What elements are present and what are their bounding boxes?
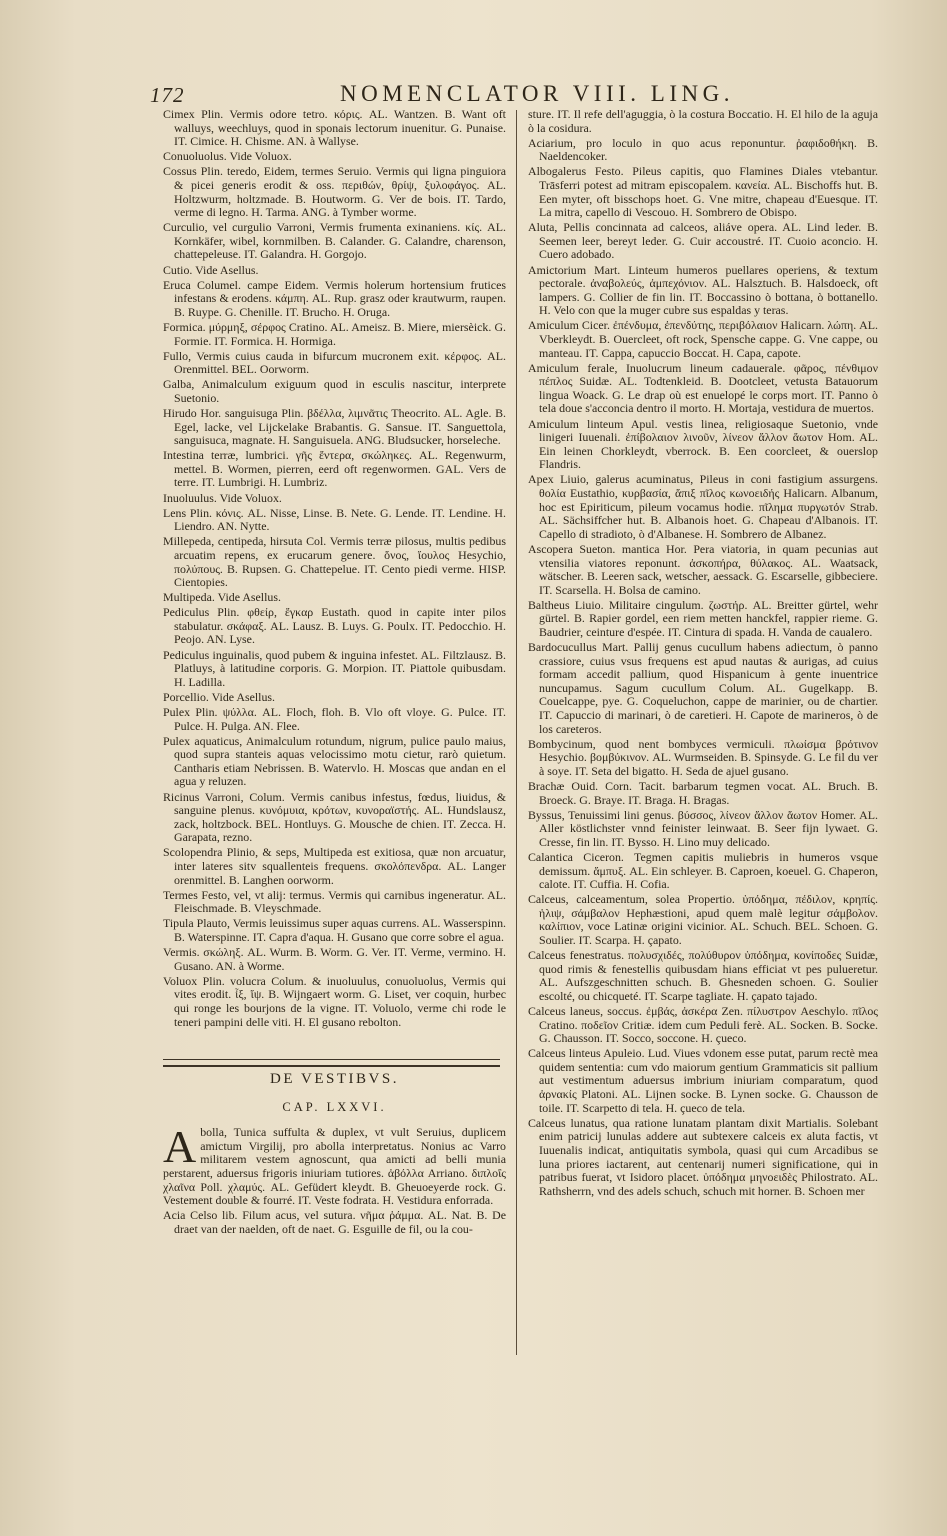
dictionary-entry: Bombycinum, quod nent bombyces vermiculi. πλωίσμα βρότινον Hesychio. βομβύκινον. AL. Wurmseiden. B. Spinsyde. G. Le fil du ver à soye. IT. Seta del bigatto. H. Seda de ajuel gusano. bbox=[528, 736, 878, 778]
dictionary-entry: Calceus laneus, soccus. ἐμβάς, ἀσκέρα Zen. πίλυστρον Aeschylo. πῖλος Cratino. ποδεῖον Critiæ. idem cum Peduli ferè. AL. Socken. B. Socke. G. Chausson. IT. Socco, soccone. H. çueco. bbox=[528, 1004, 878, 1046]
dictionary-entry: Voluox Plin. volucra Colum. & inuoluulus, conuoluolus, Vermis qui vites erodit. ἶξ, ἴψ. B. Wijngaert worm. G. Liset, ver coquin, hurbec qui ronge les bourjons de la vigne. IT. Voluolo, verme chi rode le teneri pampini delle viti. H. El gusano rebolton. bbox=[163, 973, 506, 1029]
page-number: 172 bbox=[150, 83, 185, 107]
drop-cap: A bbox=[163, 1121, 197, 1173]
dictionary-entry: Amiculum ferale, Inuolucrum lineum cadauerale. φᾶρος, πένθιμον πέπλος Suidæ. AL. Todtenkleid. B. Dootcleet, vetusta Batauorum lingua Woack. G. Le drap où est enuelopé le corps mort. IT. Panno ò tela doue s'acconcia dentro il morto. H. Mortaja, vestidura de muertos. bbox=[528, 360, 878, 416]
dictionary-entry: Termes Festo, vel, vt alij: termus. Vermis qui carnibus ingeneratur. AL. Fleischmade. B. Vleyschmade. bbox=[163, 887, 506, 916]
dictionary-entry: Baltheus Liuio. Militaire cingulum. ζωστήρ. AL. Breitter gürtel, wehr gürtel. B. Rapier gordel, een riem metten hanckfel, rappier rieme. G. Baudrier, ceinture d'espée. IT. Cintura di spada. H. Vanda de caualero. bbox=[528, 597, 878, 639]
dictionary-entry: Ascopera Sueton. mantica Hor. Pera viatoria, in quam pecunias aut vtensilia viatores reponunt. ἀσκοπήρα, θύλακος. AL. Waatsack, wätscher. B. Leeren sack, wetscher, aessack. G. Escarselle, gibbeciere. IT. Scarsella. H. Bolsa de camino. bbox=[528, 541, 878, 597]
dictionary-entry: Pulex Plin. ψύλλα. AL. Floch, floh. B. Vlo oft vloye. G. Pulce. IT. Pulce. H. Pulga. AN. Flee. bbox=[163, 704, 506, 733]
dictionary-entry: Amiculum Cicer. ἐπένδυμα, ἐπενδύτης, περιβόλαιον Halicarn. λώπη. AL. Vberkleydt. B. Ouercleet, oft rock, Spensche cappe. G. Vne cappe, ou manteau. IT. Cappa, capuccio Boccat. H. Capa, capote. bbox=[528, 318, 878, 360]
dictionary-entry: Byssus, Tenuissimi lini genus. βύσσος, λίνεον ἄλλον ἄωτον Homer. AL. Aller köstlichster vnnd feinister leinwaat. B. Seer fijn lywaet. G. Cresse, fin lin. IT. Bysso. H. Lino muy delicado. bbox=[528, 807, 878, 849]
dictionary-entry: Pediculus Plin. φθείρ, ἔγκαρ Eustath. quod in capite inter pilos stabulatur. σκάφαξ. AL. Lausz. B. Luys. G. Poulx. IT. Pedocchio. H. Peojo. AN. Lyse. bbox=[163, 605, 506, 647]
dictionary-entry: Aluta, Pellis concinnata ad calceos, aliáve opera. AL. Lind leder. B. Seemen leer, bereyt leder. G. Cuir accoustré. IT. Cuoio aconcio. H. Cuero adobado. bbox=[528, 220, 878, 262]
section-heading: DE VESTIBVS. bbox=[270, 1071, 399, 1088]
dictionary-entry: Hirudo Hor. sanguisuga Plin. βδέλλα, λιμνᾶτις Theocrito. AL. Agle. B. Egel, lacke, vel Lijckelake Brabantis. G. Sansue. IT. Sanguettola, sanguisuca, magnate. H. Sanguisuela. ANG. Bludsucker, horseleche. bbox=[163, 405, 506, 448]
dictionary-entry: Aciarium, pro loculo in quo acus reponuntur. ῥαφιδοθήκη. B. Naeldencoker. bbox=[528, 135, 878, 164]
page-header bbox=[150, 83, 895, 109]
dictionary-entry: Curculio, vel curgulio Varroni, Vermis frumenta exinaniens. κίς. AL. Kornkäfer, wibel, kornmilben. B. Calander. G. Calandre, charenson, chattepeleuse. IT. Galandra. H. Gorgojo. bbox=[163, 220, 506, 262]
dictionary-entry: Brachæ Ouid. Corn. Tacit. barbarum tegmen vocat. AL. Bruch. B. Broeck. G. Braye. IT. Braga. H. Bragas. bbox=[528, 779, 878, 807]
dictionary-entry: Millepeda, centipeda, hirsuta Col. Vermis terræ pilosus, multis pedibus arcuatim repens, ex erucarum genere. ὄνος, ἴουλος Hesychio, πολύπους. B. Rupsen. G. Chattepelue. IT. Cento piedi verme. HISP. Cientopies. bbox=[163, 534, 506, 590]
dictionary-entry: Cutio. Vide Asellus. bbox=[163, 262, 259, 277]
dictionary-entry: Amictorium Mart. Linteum humeros puellares operiens, & textum pectorale. ἀναβολεύς, ἀμπεχόνιον. AL. Halsztuch. B. Halsdoeck, oft lampers. G. Collier de fin lin. IT. Boccassino ò bottana, ò bottanello. H. Velo con que la muger cubre sus espaldas y teras. bbox=[528, 262, 878, 318]
dictionary-entry: Porcellio. Vide Asellus. bbox=[163, 689, 276, 704]
dictionary-entry: Intestina terræ, lumbrici. γῆς ἔντερα, σκώληκες. AL. Regenwurm, mettel. B. Wormen, pierren, eerd oft regenwormen. GAL. Vers de terre. IT. Lumbrigi. H. Lumbriz. bbox=[163, 448, 506, 490]
dictionary-entry: Pediculus inguinalis, quod pubem & inguina infestet. AL. Filtzlausz. B. Platluys, à latitudine corporis. G. Morpion. IT. Piattole quibusdam. H. Ladilla. bbox=[163, 647, 506, 689]
dictionary-entry: Cossus Plin. teredo, Eidem, termes Seruio. Vermis qui ligna pinguiora & picei generis erodit & oss. περιθών, θρίψ, ξυλοφάγος. AL. Holtzwurm, holtzmade. B. Houtworm. G. Ver de bois. IT. Tardo, verme di legno. H. Tarma. ANG. à Tymber worme. bbox=[163, 164, 506, 220]
dictionary-entry: Formica. μύρμηξ, σέρφος Cratino. AL. Ameisz. B. Miere, miersèick. G. Formie. IT. Formica. H. Hormiga. bbox=[163, 319, 506, 348]
final-entry: Acia Celso lib. Filum acus, vel sutura. νῆμα ῥάμμα. AL. Nat. B. De draet van der naelden, oft de naet. G. Esguille de fil, ou la cou- bbox=[163, 1208, 506, 1236]
dictionary-entry: Tipula Plauto, Vermis leuissimus super aquas currens. AL. Wasserspinn. B. Waterspinne. IT. Capra d'aqua. H. Gusano que corre sobre el agua. bbox=[163, 916, 506, 944]
dictionary-entry: Galba, Animalculum exiguum quod in esculis nascitur, interprete Suetonio. bbox=[163, 377, 506, 405]
right-entry-list bbox=[528, 137, 878, 1199]
dictionary-entry: Scolopendra Plinio, & seps, Multipeda est exitiosa, quæ non arcuatur, inter lateres sitv squallenteis frequens. σκολόπενδρα. AL. Langer orenmittel. B. Langhen oorworm. bbox=[163, 845, 506, 887]
dictionary-entry: Calceus lunatus, qua ratione lunatam plantam dixit Martialis. Solebant enim patricij lunulas addere aut subtexere calceis ex aluta factis, vt Iuuenalis indicat, antiquitatis symbola, quasi qui cum Arcadibus se luna priores iactarent, aut centenarij numeri significatione, qui in patribus fuerat, vt Isidoro placet. ὑπόδημα μηνοειδὲς Philostrato. AL. Rathsherrn, vnd des adels schuch, schuch mit horner. B. Schoen mer bbox=[528, 1115, 878, 1198]
continued-entry: sture. IT. Il refe dell'aguggia, ò la costura Boccatio. H. El hilo de la aguja ò la cosidura. bbox=[528, 107, 878, 135]
opening-entry bbox=[163, 1121, 506, 1208]
chapter-heading: CAP. LXXVI. bbox=[282, 1099, 387, 1114]
dictionary-entry: Eruca Columel. campe Eidem. Vermis holerum hortensium frutices infestans & erodens. κάμπη. AL. Rup. grasz oder krautwurm, raupen. B. Ruype. G. Chenille. IT. Brucho. H. Oruga. bbox=[163, 277, 506, 319]
dictionary-entry: Inuoluulus. Vide Voluox. bbox=[163, 490, 282, 505]
dictionary-entry: Lens Plin. κόνις. AL. Nisse, Linse. B. Nete. G. Lende. IT. Lendine. H. Liendro. AN. Nytte. bbox=[163, 505, 506, 534]
dictionary-entry: Vermis. σκώληξ. AL. Wurm. B. Worm. G. Ver. IT. Verme, vermino. H. Gusano. AN. à Worme. bbox=[163, 945, 506, 973]
dictionary-entry: Pulex aquaticus, Animalculum rotundum, nigrum, pulice paulo maius, quod supra stanteis aquas velocissimo motu cietur, rarò quietum. Cantharis etiam Nebrissen. B. Watervlo. H. Moscas que andan en el agua y reluzen. bbox=[163, 733, 506, 789]
dictionary-entry: Multipeda. Vide Asellus. bbox=[163, 590, 281, 605]
section-divider-rule bbox=[163, 1059, 500, 1067]
left-entry-list bbox=[163, 108, 506, 1029]
dictionary-entry: Fullo, Vermis cuius cauda in bifurcum mucronem exit. κέρφος. AL. Orenmittel. BEL. Oorworm. bbox=[163, 348, 506, 377]
column-divider bbox=[516, 110, 517, 1355]
left-column bbox=[163, 108, 506, 1238]
dictionary-entry: Amiculum linteum Apul. vestis linea, religiosaque Suetonio, vnde linigeri Iuuenali. ἐπίβολαιον λινοῦν, λίνεον ἄλλον ἄωτον Hom. AL. Ein leinen Chorkleydt, vberrock. B. Een coorcleet, & ouerslop Flandris. bbox=[528, 416, 878, 472]
dictionary-entry: Calceus, calceamentum, solea Propertio. ὑπόδημα, πέδιλον, κρηπίς. ἡλιψ, σάμβαλον Hephæstioni, apud quem malè legitur σάμβολον. καλίπιον, voce Latinæ origini vicinior. AL. Schuch. BEL. Schoen. G. Soulier. IT. Scarpa. H. çapato. bbox=[528, 892, 878, 948]
dictionary-entry: Ricinus Varroni, Colum. Vermis canibus infestus, fœdus, liuidus, & sanguine plenus. κυνόμυια, κρότων, κυνοραϊστής. AL. Hundslausz, zack, holtzbock. BEL. Hontluys. G. Mousche de chien. IT. Zecca. H. Garapata, rezno. bbox=[163, 789, 506, 845]
dictionary-entry: Conuoluolus. Vide Voluox. bbox=[163, 149, 292, 164]
right-column bbox=[528, 108, 878, 1200]
dictionary-entry: Albogalerus Festo. Pileus capitis, quo Flamines Diales vtebantur. Trāsferri potest ad mitram episcopalem. κανεία. AL. Bischoffs hut. B. Een myter, oft bisschops hoet. G. Vne mitre, chapeau d'Euesque. IT. La mitra, capello di Vescouo. H. Sombrero de Obispo. bbox=[528, 164, 878, 220]
running-title: NOMENCLATOR VIII. LING. bbox=[340, 81, 734, 106]
dictionary-entry: Apex Liuio, galerus acuminatus, Pileus in coni fastigium assurgens. θολία Eustathio, κυρβασία, ἄπιξ πῖλος κωνοειδής Halicarn. Albanum, hoc est Epiriticum, pileum vocamus hodie. πῖλημα πυργωτόν Strab. AL. Sächsiffcher hut. B. Albanois hoet. G. Chapeau d'Albanois. IT. Capello di stradioto, ò d'Albanese. H. Sombrero de Albanez. bbox=[528, 472, 878, 541]
dictionary-entry: Bardocucullus Mart. Pallij genus cucullum habens adiectum, ò panno crassiore, cuius vsus frequens est apud nautas & aurigas, ad cuius formam accedit pallium, quod Hispanicum à gente inuentrice nuncupamus. Sagum cucullum Colum. AL. Gugelkapp. B. Couelcappe, pye. G. Coqueluchon, cappe de marinier, ou de chartier. IT. Capuccio di marinari, ò de caretieri. H. Capote de marineros, ò de los careteros. bbox=[528, 640, 878, 736]
opening-entry-text: bolla, Tunica suffulta & duplex, vt vult Seruius, duplicem amictum Virgilij, pro abolla interpretatus. Nonius ac Varro militarem vestem agnoscunt, qua amicti ad belli munia perstarent, aduersus frigoris iniuriam tutiores. ἀβόλλα Arriano. διπλοΐς χλαῖνα Poll. χλαμύς. AL. Gefüdert kleydt. B. Gheuoeyerde rock. G. Vestement double & fourré. IT. Veste fodrata. H. Vestidura enforrada. bbox=[163, 1125, 506, 1208]
dictionary-entry: Calceus fenestratus. πολυσχιδές, πολύθυρον ὑπόδημα, κονίποδες Suidæ, quod rimis & fenestellis quibusdam hians efficiat vt pes pulueretur. AL. Aufszgeschnitten schuch. B. Ghesneden schoen. G. Soulier escolté, ou chicqueté. IT. Scarpe tagliate. H. çapato tajado. bbox=[528, 948, 878, 1003]
dictionary-entry: Calceus linteus Apuleio. Lud. Viues vdonem esse putat, parum rectè mea quidem sententia: cum vdo maiorum gentium Grammaticis sit pallium aut vestimentum aduersus imbrium iniuriam comparatum, quod ἀρνακίς Platoni. AL. Lijnen socke. B. Lynen socke. G. Chausson de toile. IT. Scarpetto di tela. H. çueco de tela. bbox=[528, 1046, 878, 1115]
dictionary-entry: Cimex Plin. Vermis odore tetro. κόρις. AL. Wantzen. B. Want oft walluys, weechluys, quod in sponais lectorum inuenitur. G. Punaise. IT. Cimice. H. Chisme. AN. à Wallyse. bbox=[163, 107, 506, 149]
dictionary-entry: Calantica Ciceron. Tegmen capitis muliebris in humeros vsque demissum. ἄμπυξ. AL. Ein schleyer. B. Caproen, koeuel. G. Chaperon, calote. IT. Cuffia. H. Cofia. bbox=[528, 849, 878, 892]
